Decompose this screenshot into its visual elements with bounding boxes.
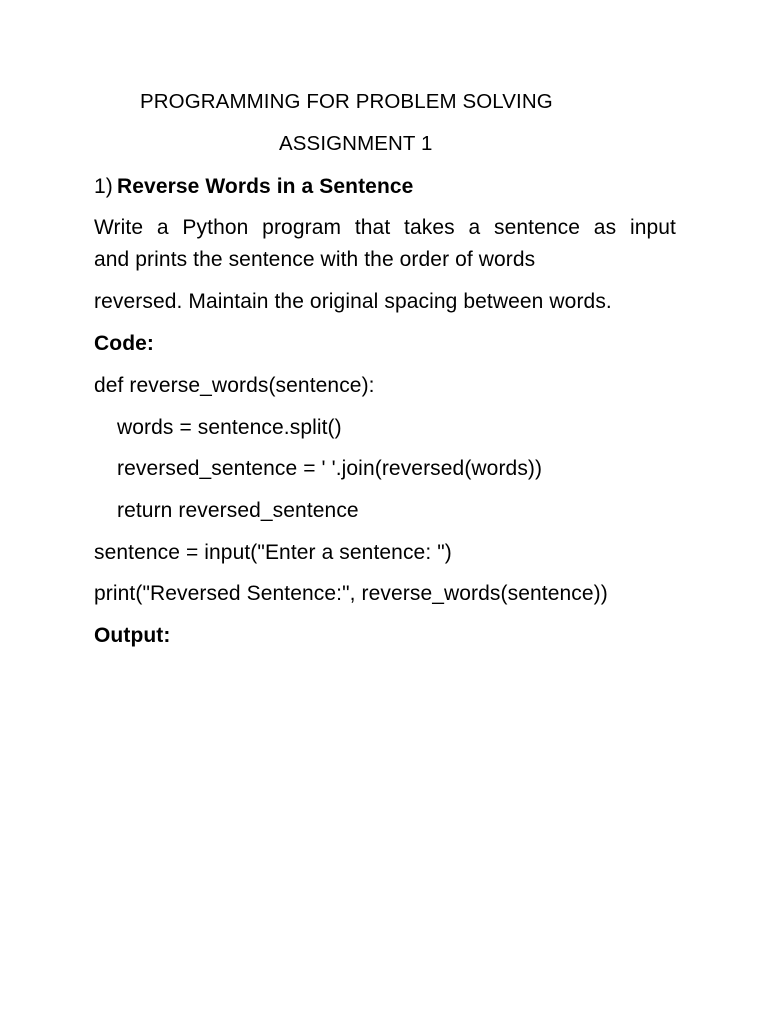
code-line-2: words = sentence.split() xyxy=(117,416,342,439)
output-label: Output: xyxy=(94,624,171,647)
code-line-1: def reverse_words(sentence): xyxy=(94,374,375,397)
course-title: PROGRAMMING FOR PROBLEM SOLVING xyxy=(140,90,553,113)
code-line-6: print("Reversed Sentence:", reverse_words(sentence)) xyxy=(94,582,608,605)
code-line-4: return reversed_sentence xyxy=(117,499,359,522)
code-line-5: sentence = input("Enter a sentence: ") xyxy=(94,541,452,564)
question-description-line-2: and prints the sentence with the order of words xyxy=(94,248,536,271)
question-number: 1) xyxy=(94,175,113,198)
assignment-title: ASSIGNMENT 1 xyxy=(279,132,433,155)
question-description-line-3: reversed. Maintain the original spacing between words. xyxy=(94,290,612,313)
question-description-line-1: Write a Python program that takes a sentence as input xyxy=(94,216,676,239)
question-title: Reverse Words in a Sentence xyxy=(117,175,414,198)
code-label: Code: xyxy=(94,332,154,355)
code-line-3: reversed_sentence = ' '.join(reversed(words)) xyxy=(117,457,543,480)
